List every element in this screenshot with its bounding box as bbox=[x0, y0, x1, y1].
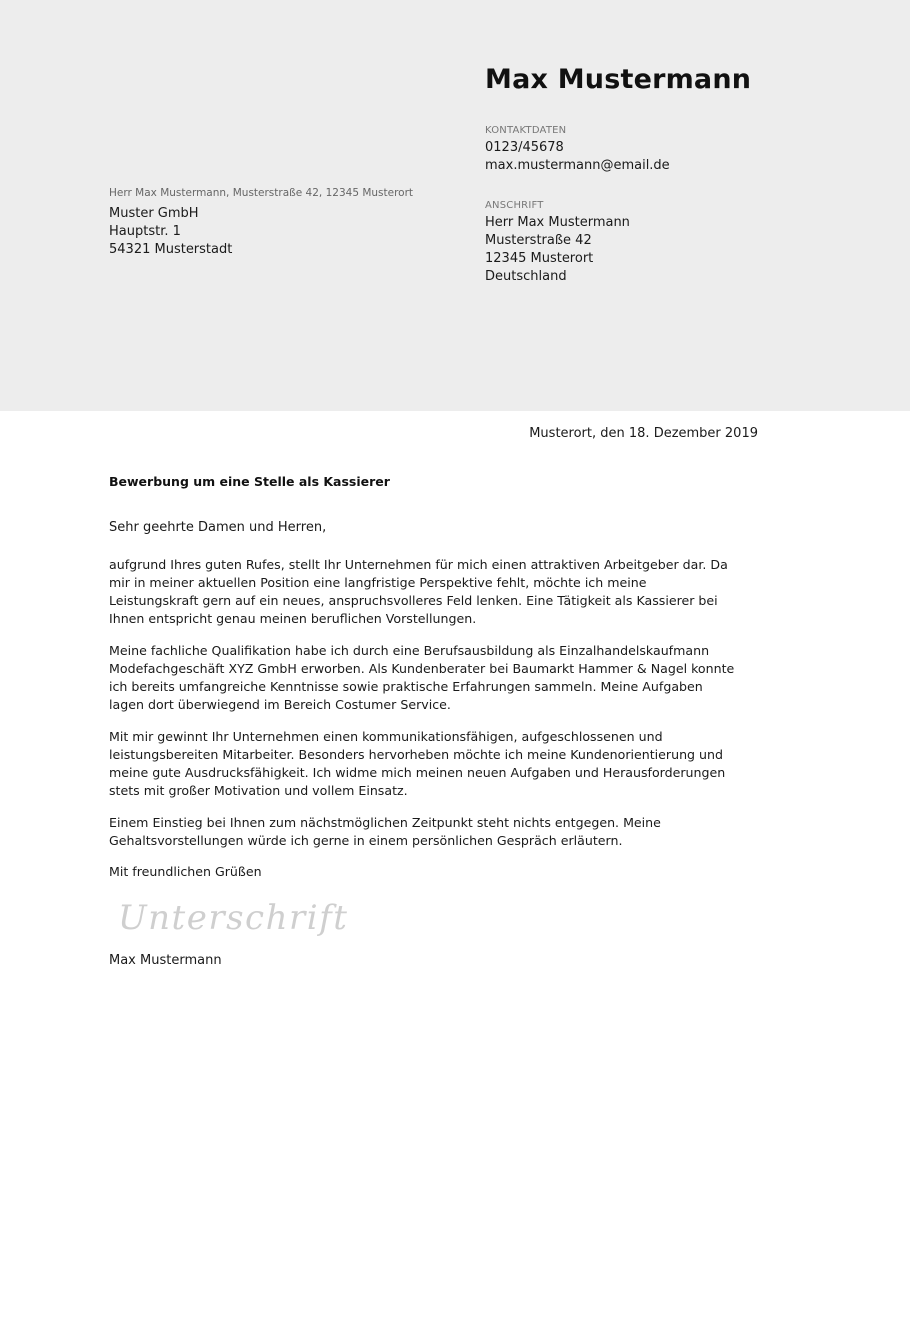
address-line: Musterstraße 42 bbox=[485, 233, 592, 248]
address-block bbox=[485, 200, 630, 286]
signed-name: Max Mustermann bbox=[109, 953, 222, 968]
recipient-block bbox=[109, 205, 232, 259]
body-paragraph: Meine fachliche Qualifikation habe ich durch eine Berufsausbildung als Einzalhandelskaufmann Modefachgeschäft XYZ GmbH erworben. Als Kundenberater bei Baumarkt Hammer & Nagel konnte ich bereits umfangreiche Kenntnisse sowie praktische Erfahrungen sammeln. Meine Aufgaben lagen dort überwiegend im Bereich Costumer Service. bbox=[109, 643, 735, 712]
body-paragraph: aufgrund Ihres guten Rufes, stellt Ihr Unternehmen für mich einen attraktiven Arbeitgeber dar. Da mir in meiner aktuellen Position eine langfristige Perspektive fehlt, möchte ich meine Leistungskraft gern auf ein neues, anspruchsvolleres Feld lenken. Eine Tätigkeit als Kassierer bei Ihnen entspricht genau meinen beruflichen Vorstellungen. bbox=[109, 557, 728, 626]
phone-number: 0123/45678 bbox=[485, 140, 564, 155]
recipient-line: Muster GmbH bbox=[109, 206, 199, 221]
body-paragraph: Einem Einstieg bei Ihnen zum nächstmöglichen Zeitpunkt steht nichts entgegen. Meine Gehaltsvorstellungen würde ich gerne in einem persönlichen Gespräch erläutern. bbox=[109, 815, 661, 848]
letter-date: Musterort, den 18. Dezember 2019 bbox=[529, 426, 758, 441]
closing: Mit freundlichen Grüßen bbox=[109, 864, 262, 879]
address-line: 12345 Musterort bbox=[485, 251, 594, 266]
contact-label: KONTAKTDATEN bbox=[485, 125, 567, 136]
letter-body bbox=[109, 556, 739, 879]
address-label: ANSCHRIFT bbox=[485, 200, 544, 211]
contact-block bbox=[485, 125, 670, 175]
body-paragraph: Mit mir gewinnt Ihr Unternehmen einen kommunikationsfähigen, aufgeschlossenen und leistungsbereiten Mitarbeiter. Besonders hervorheben möchte ich meine Kundenorientierung und meine gute Ausdrucksfähigkeit. Ich widme mich meinen neuen Aufgaben und Herausforderungen stets mit großer Motivation und vollem Einsatz. bbox=[109, 729, 726, 798]
signature: Unterschrift bbox=[118, 898, 349, 938]
letter-subject: Bewerbung um eine Stelle als Kassierer bbox=[109, 474, 390, 489]
email-address: max.mustermann@email.de bbox=[485, 158, 670, 173]
recipient-line: 54321 Musterstadt bbox=[109, 242, 233, 257]
recipient-line: Hauptstr. 1 bbox=[109, 224, 181, 239]
letter-header bbox=[0, 0, 910, 411]
sender-return-line: Herr Max Mustermann, Musterstraße 42, 12345 Musterort bbox=[109, 187, 414, 199]
salutation: Sehr geehrte Damen und Herren, bbox=[109, 520, 327, 535]
address-line: Deutschland bbox=[485, 269, 567, 284]
address-line: Herr Max Mustermann bbox=[485, 215, 630, 230]
applicant-name: Max Mustermann bbox=[485, 64, 752, 95]
